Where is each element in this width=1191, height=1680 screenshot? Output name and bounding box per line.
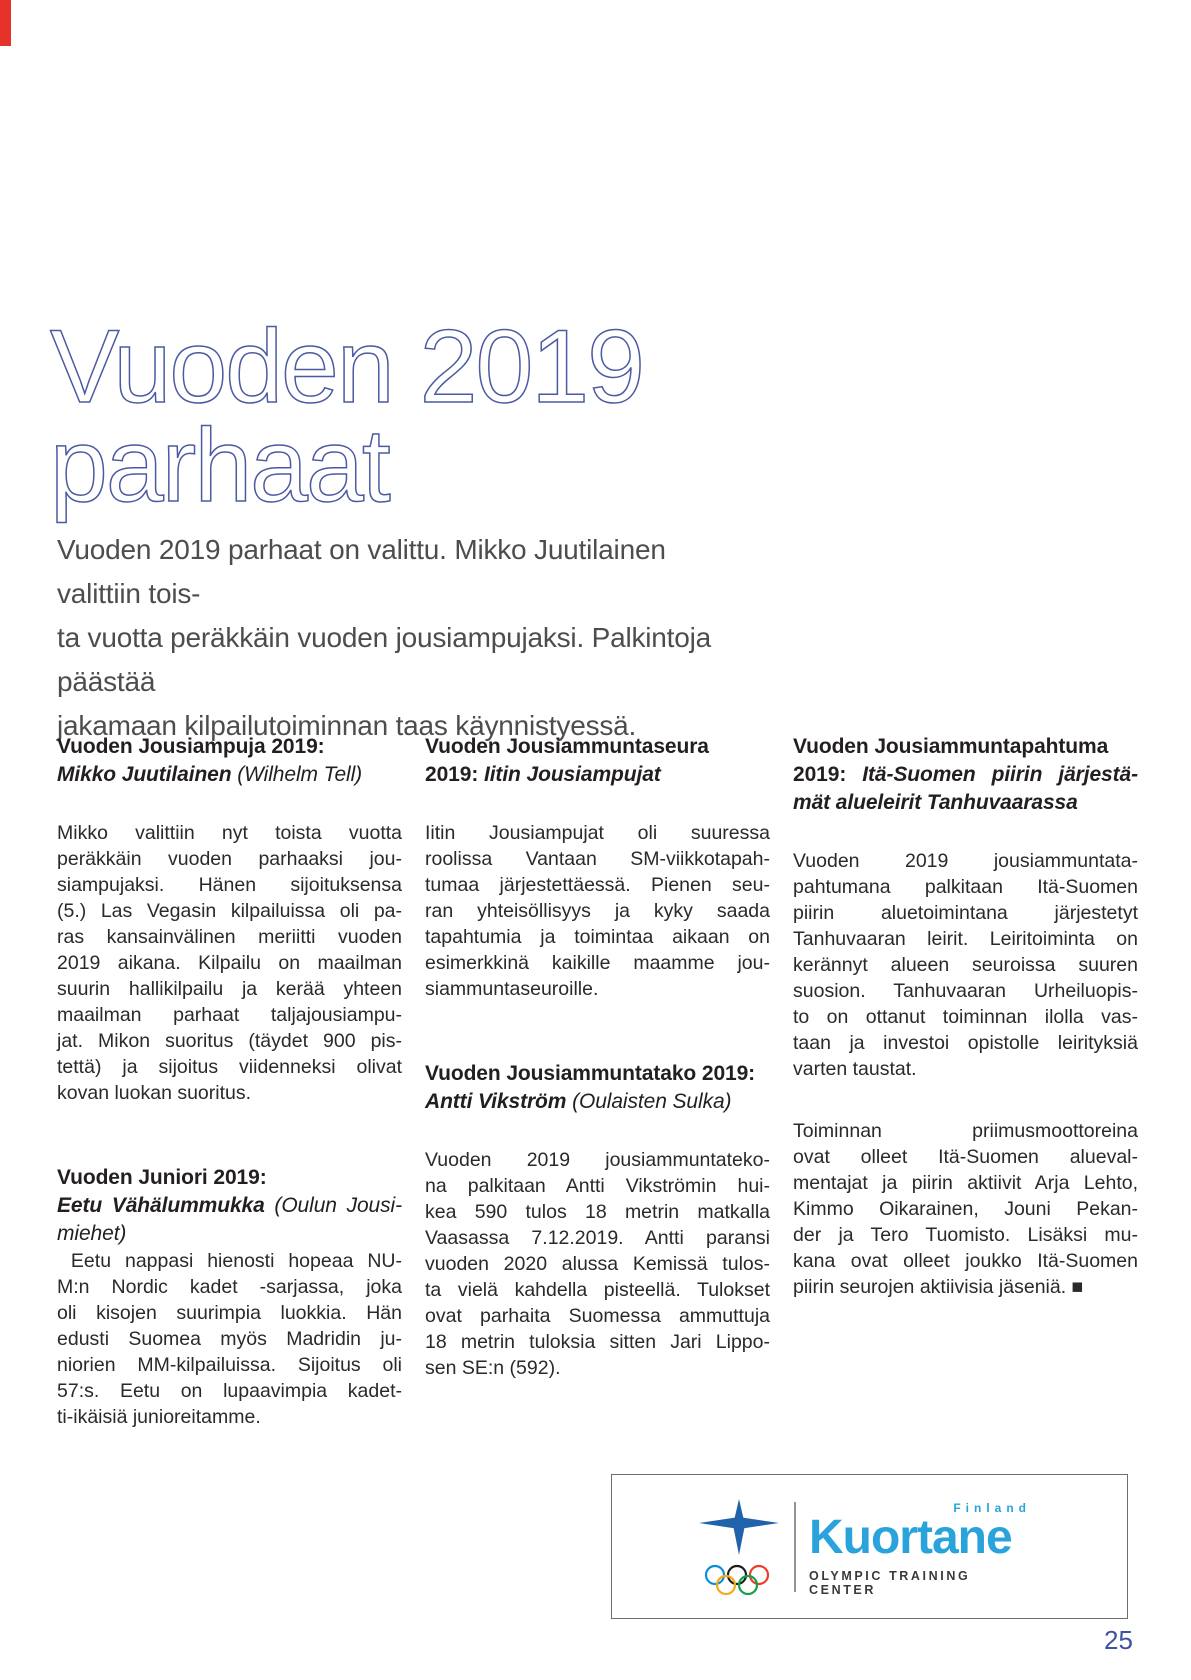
body-line: kovan luokan suoritus. [57, 1082, 252, 1104]
body-line: ti-ikäisiä junioreitamme. [57, 1406, 261, 1428]
section [425, 733, 770, 1002]
body-line: roolissa Vantaan SM-viikkotapah- [425, 848, 770, 870]
body-line: Tanhuvaaran leirit. Leiritoiminta on [793, 928, 1138, 950]
column [57, 733, 402, 1430]
body-line: M:n Nordic kadet -sarjassa, joka [57, 1276, 402, 1298]
body-line: 18 metrin tuloksia sitten Jari Lippo- [425, 1331, 770, 1353]
body-line: suurin hallikilpailu ja kerää yhteen [57, 978, 402, 1000]
page-title [50, 309, 643, 524]
body-line: taan ja investoi opistolle leirityksiä [793, 1032, 1138, 1054]
body-line: peräkkäin vuoden parhaaksi jou- [57, 848, 402, 870]
body-line: kea 590 tulos 18 metrin matkalla [425, 1201, 770, 1223]
heading-line [793, 789, 1138, 817]
column [793, 733, 1138, 1430]
body-line: Toiminnan priimusmoottoreina [793, 1120, 1138, 1142]
body-line: suosion. Tanhuvaaran Urheiluopis- [793, 980, 1138, 1002]
heading-line [57, 1220, 402, 1248]
body-line: Iitin Jousiampujat oli suuressa [425, 822, 770, 844]
body-line: na palkitaan Antti Vikströmin hui- [425, 1175, 770, 1197]
heading-line [57, 733, 402, 761]
heading-line [57, 761, 402, 789]
logo-country-label: Finland [953, 1501, 1031, 1515]
heading-segment: (Wilhelm Tell) [231, 763, 363, 786]
heading-line [57, 1192, 402, 1220]
body-line: 2019 aikana. Kilpailu on maailman [57, 952, 402, 974]
body-line: Mikko valittiin nyt toista vuotta [57, 822, 402, 844]
heading-segment: Eetu Vähälummukka [57, 1194, 265, 1217]
heading-segment: Vuoden Juniori 2019: [57, 1166, 267, 1189]
heading-line [57, 1164, 402, 1192]
body-line: sen SE:n (592). [425, 1357, 561, 1379]
section-heading [425, 733, 770, 789]
body-line: kerännyt alueen seuroissa suuren [793, 954, 1138, 976]
intro-line: Vuoden 2019 parhaat on valittu. Mikko Juutilainen valittiin tois- [57, 534, 666, 609]
body-line: 57:s. Eetu on lupaavimpia kadet- [57, 1380, 402, 1402]
body-line: ta vielä kahdella pisteellä. Tulokset [425, 1279, 770, 1301]
section-heading [57, 733, 402, 789]
body-line: (5.) Las Vegasin kilpailuissa oli pa- [57, 900, 402, 922]
body-paragraph [793, 1118, 1138, 1300]
intro-line: jakamaan kilpailutoiminnan taas käynnistyessä. [57, 710, 637, 741]
heading-segment: 2019: [425, 763, 484, 786]
heading-line [793, 733, 1138, 761]
body-line: tapahtumia ja toimintaa aikaan on [425, 926, 770, 948]
section-heading [57, 1164, 402, 1248]
body-line: tumaa järjestettäessä. Pienen seu- [425, 874, 770, 896]
body-line: esimerkkinä kaikille maamme jou- [425, 952, 770, 974]
column [425, 733, 770, 1430]
body-line: ovat parhaita Suomessa ammuttuja [425, 1305, 770, 1327]
heading-segment: Antti Vikström [425, 1090, 567, 1113]
section [57, 733, 402, 1106]
body-line: Eetu nappasi hienosti hopeaa NU- [57, 1250, 402, 1272]
body-line: piirin seurojen aktiivisia jäseniä. ■ [793, 1276, 1084, 1298]
heading-line [425, 1060, 770, 1088]
body-line: mentajat ja piirin aktiivit Arja Lehto, [793, 1172, 1138, 1194]
title-line: parhaat [50, 408, 389, 524]
body-line: pahtumana palkitaan Itä-Suomen [793, 876, 1138, 898]
body-line: varten taustat. [793, 1058, 917, 1080]
body-line: siampujaksi. Hänen sijoituksensa [57, 874, 402, 896]
body-line: Vuoden 2019 jousiammuntateko- [425, 1149, 770, 1171]
logo-name: Kuortane [809, 1511, 1012, 1564]
heading-segment: miehet) [57, 1222, 127, 1245]
heading-segment: Vuoden Jousiammuntatako 2019: [425, 1062, 756, 1085]
body-line: ovat olleet Itä-Suomen alueval- [793, 1146, 1138, 1168]
body-paragraph [57, 820, 402, 1106]
corner-tab [0, 0, 11, 46]
body-paragraph [425, 820, 770, 1002]
heading-line [425, 733, 770, 761]
heading-line [793, 761, 1138, 789]
body-paragraph [425, 1147, 770, 1381]
section [425, 1060, 770, 1381]
columns [57, 733, 1138, 1430]
body-line: ras kansainvälinen meriitti vuoden [57, 926, 402, 948]
heading-segment: (Oulun Jousi- [264, 1194, 402, 1217]
olympic-rings-icon [703, 1564, 775, 1598]
body-line: der ja Tero Tuomisto. Lisäksi mu- [793, 1224, 1138, 1246]
body-line: Vaasassa 7.12.2019. Antti paransi [425, 1227, 770, 1249]
body-line: maailman parhaat taljajousiampu- [57, 1004, 402, 1026]
heading-segment: mät alueleirit Tanhuvaarassa [793, 791, 1078, 814]
body-line: piirin aluetoimintana järjestetyt [793, 902, 1138, 924]
body-line: tettä) ja sijoitus viidenneksi olivat [57, 1056, 402, 1078]
logo-divider [794, 1502, 796, 1592]
section [793, 1118, 1138, 1300]
body-line: oli kisojen suurimpia luokkia. Hän [57, 1302, 402, 1324]
body-line: edusti Suomea myös Madridin ju- [57, 1328, 402, 1350]
logo-subtitle: OLYMPIC TRAINING CENTER [809, 1569, 971, 1597]
heading-segment: Itä-Suomen piirin järjestä- [862, 763, 1138, 786]
body-line: to on ottanut toiminnan ilolla vas- [793, 1006, 1138, 1028]
logo-box [611, 1474, 1128, 1619]
heading-line [425, 761, 770, 789]
body-line: vuoden 2020 alussa Kemissä tulos- [425, 1253, 770, 1275]
heading-line [425, 1088, 770, 1116]
body-line: kana ovat olleet joukko Itä-Suomen [793, 1250, 1138, 1272]
body-line: jat. Mikon suoritus (täydet 900 pis- [57, 1030, 402, 1052]
logo-text-block [809, 1501, 1039, 1597]
heading-segment: Vuoden Jousiampuja 2019: [57, 735, 325, 758]
finnish-cross-icon [697, 1499, 781, 1557]
heading-segment: Vuoden Jousiammuntapahtuma [793, 735, 1109, 758]
heading-segment: Vuoden Jousiammuntaseura [425, 735, 709, 758]
intro-paragraph [57, 528, 757, 748]
intro-line: ta vuotta peräkkäin vuoden jousiampujaksi. Palkintoja päästää [57, 622, 712, 697]
body-line: siammuntaseuroille. [425, 978, 599, 1000]
heading-segment: 2019: [793, 763, 863, 786]
section [793, 733, 1138, 1082]
page-number: 25 [1104, 1625, 1133, 1655]
heading-segment: Iitin Jousiampujat [483, 763, 661, 786]
heading-segment: Mikko Juutilainen [57, 763, 232, 786]
body-line: niorien MM-kilpailuissa. Sijoitus oli [57, 1354, 402, 1376]
body-paragraph [793, 848, 1138, 1082]
title-line: Vuoden 2019 [50, 309, 643, 425]
body-line: Vuoden 2019 jousiammuntata- [793, 850, 1138, 872]
body-paragraph [57, 1248, 402, 1430]
section [57, 1164, 402, 1430]
body-line: Kimmo Oikarainen, Jouni Pekan- [793, 1198, 1138, 1220]
heading-segment: (Oulaisten Sulka) [566, 1090, 732, 1113]
section-heading [793, 733, 1138, 817]
body-line: ran yhteisöllisyys ja kyky saada [425, 900, 770, 922]
section-heading [425, 1060, 770, 1116]
